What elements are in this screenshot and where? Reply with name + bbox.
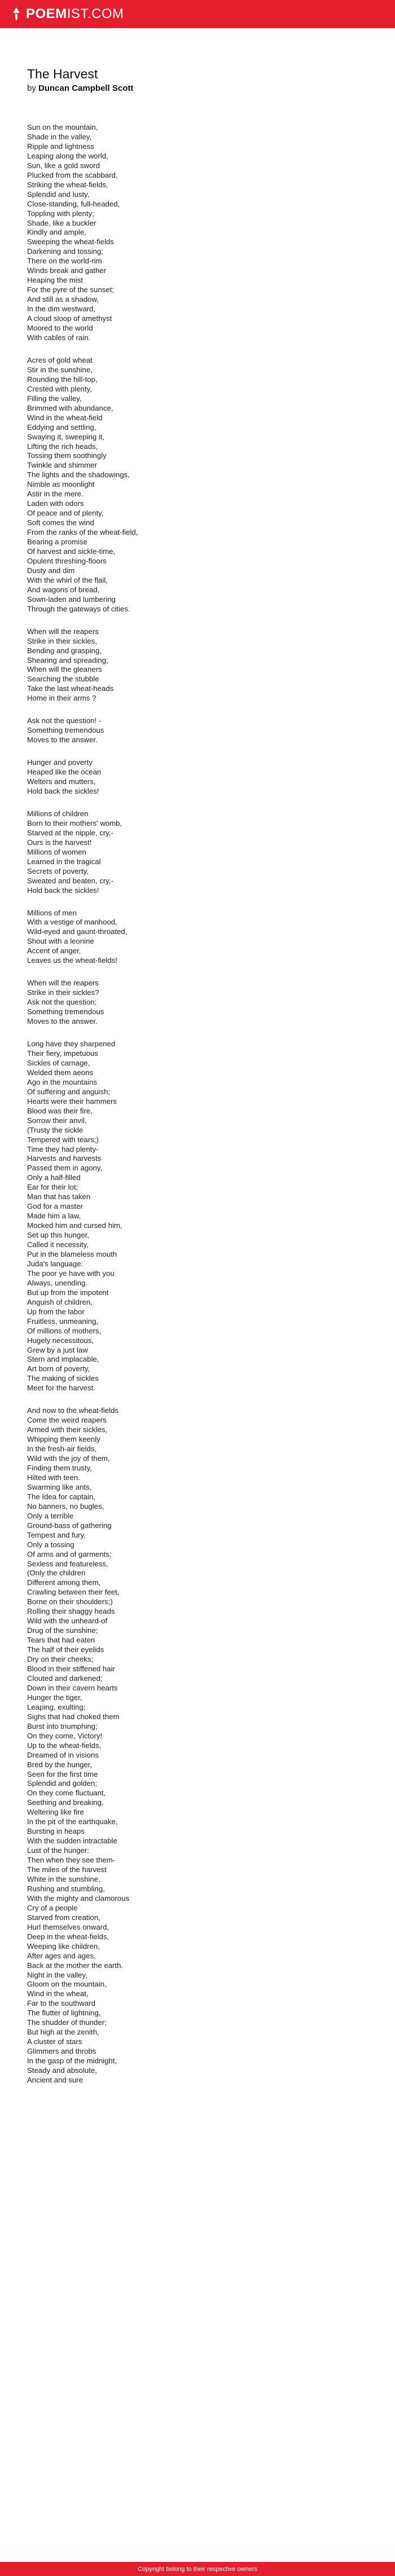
poem-line: Shout with a leonine [27, 937, 94, 946]
poem-line: Hugely necessitous, [27, 1336, 94, 1345]
poem-stanza [27, 716, 366, 745]
poem-line: Striking the wheat-fields, [27, 180, 108, 189]
poem-line: Lifting the rich heads, [27, 442, 98, 451]
site-logo-light: IST.COM [67, 6, 124, 21]
poem-line: Secrets of poverty, [27, 866, 89, 875]
pen-nib-icon [11, 6, 21, 22]
poem-line: Grew by a just law [27, 1345, 88, 1354]
poem-line: Called it necessity, [27, 1240, 89, 1249]
poem-title: The Harvest [27, 67, 98, 81]
poem-line: Close-standing, full-headed, [27, 199, 120, 208]
poem-line: Hold back the sickles! [27, 787, 99, 795]
site-footer [0, 2562, 395, 2576]
poem-line: Steady and absolute, [27, 2066, 97, 2075]
poem-line: Harvests and harvests [27, 1154, 102, 1163]
poem-line: The shudder of thunder; [27, 2018, 107, 2027]
poem-line: Soft comes the wind [27, 518, 94, 527]
poem-line: Heaped like the ocean [27, 768, 102, 777]
poem-line: Dry on their cheeks; [27, 1655, 94, 1664]
poem-line: Millions of women [27, 847, 86, 856]
poem-line: Starved at the nipple, cry,- [27, 828, 113, 837]
poem-line: Searching the stubble [27, 675, 99, 684]
poem-line: On they come, Victory! [27, 1731, 103, 1740]
poem-line: Down in their cavern hearts [27, 1683, 118, 1692]
poem-line: Hunger the tiger, [27, 1693, 82, 1702]
poem-line: Seen for the first time [27, 1769, 98, 1778]
poem-line: But up from the impotent [27, 1288, 109, 1297]
poem-line: With the whirl of the flail, [27, 575, 108, 584]
poem-line: Of harvest and sickle-time, [27, 547, 116, 556]
poem-line: There on the world-rim [27, 257, 102, 266]
poem-line: Sighs that had choked them [27, 1712, 120, 1721]
poem-line: Take the last wheat-heads [27, 684, 114, 693]
poem-line: Kindly and ample, [27, 228, 86, 237]
poem-line: Only a terrible [27, 1511, 74, 1520]
site-logo-text [26, 6, 124, 22]
poem-line: White in the sunshine, [27, 1874, 100, 1883]
poem-line: After ages and ages, [27, 1951, 96, 1960]
poem-line: Time they had plenty- [27, 1144, 99, 1153]
poem-line: Splendid and golden; [27, 1779, 97, 1788]
poem-line: Ask not the question! - [27, 716, 102, 725]
poem-line: Rolling their shaggy heads [27, 1607, 115, 1616]
poem-line: Astir in the mere. [27, 490, 84, 499]
poem-line: Man that has taken [27, 1192, 91, 1201]
poem-stanza [27, 1406, 366, 2085]
poem-line: The Idea for captain, [27, 1492, 95, 1501]
poem-line: Meet for the harvest. [27, 1384, 95, 1393]
poem-line: When will the reapers [27, 627, 99, 636]
poem-line: Home in their arms ? [27, 694, 96, 703]
poem-line: Leaves us the wheat-fields! [27, 956, 117, 965]
poem-stanza [27, 123, 366, 343]
poem-line: Welded them aeons [27, 1068, 94, 1077]
poem-line: For the pyre of the sunset; [27, 285, 114, 294]
poem-line: Wind in the wheat-field [27, 413, 103, 422]
poem-line: And now to the wheat-fields [27, 1406, 119, 1415]
poem-line: Hunger and poverty [27, 758, 93, 767]
poem-line: Finding them trusty, [27, 1464, 92, 1472]
poem-line: Of arms and of garments; [27, 1549, 112, 1558]
poem-line: Stern and implacable, [27, 1355, 99, 1364]
poem-line: Tempest and fury, [27, 1530, 86, 1539]
poem-line: Opulent threshing-floors [27, 556, 107, 565]
poem-line: Crawling between their feet, [27, 1588, 120, 1597]
poem-stanza [27, 758, 366, 796]
poem-line: Winds break and gather [27, 266, 107, 275]
poem-line: Bearing a promise [27, 538, 88, 547]
poem-line: Something tremendous [27, 1007, 104, 1016]
poem-stanza [27, 1040, 366, 1393]
poem-line: Night in the valley, [27, 1970, 87, 1979]
poem-line: Ago in the mountains [27, 1077, 97, 1086]
poem-line: Of suffering and anguish; [27, 1087, 111, 1096]
poem-line: In the fresh-air fields, [27, 1445, 97, 1454]
poem-line: Of millions of mothers, [27, 1326, 102, 1335]
poem-line: No banners, no bugles, [27, 1501, 104, 1511]
author-link[interactable]: Duncan Campbell Scott [38, 83, 134, 93]
poem-line: Come the weird reapers [27, 1416, 107, 1425]
poem-line: Bred by the hunger, [27, 1760, 93, 1769]
poem-line: Sorrow their anvil, [27, 1116, 87, 1125]
poem-line: Ripple and lightness [27, 142, 94, 151]
poem-stanza [27, 356, 366, 614]
poem-line: When will the reapers [27, 979, 99, 988]
poem-line: Stir in the sunshine, [27, 365, 93, 374]
poem-line: Sexless and featureless, [27, 1559, 108, 1568]
poem-line: Through the gateways of cities. [27, 604, 130, 613]
poem-line: Shade, like a buckler [27, 218, 96, 227]
poem-line: Leaping, exulting; [27, 1702, 86, 1711]
poem-body [27, 123, 366, 2085]
poem-line: Blood in their stiffened hair [27, 1665, 115, 1674]
poem-line: Borne on their shoulders;) [27, 1597, 113, 1606]
poem-line: Swaying it, sweeping it, [27, 432, 105, 441]
poem-line: Accent of anger, [27, 946, 81, 955]
poem-line: Gloom on the mountain, [27, 1980, 107, 1989]
poem-line: Weltering like fire [27, 1808, 84, 1817]
poem-line: Weeping like children, [27, 1941, 100, 1950]
poem-line: Juda's language: [27, 1259, 84, 1268]
poem-line: Laden with odors [27, 499, 84, 508]
site-logo-bold: POEM [26, 6, 67, 21]
poem-line: Then when they see them- [27, 1856, 116, 1865]
poem-byline [27, 83, 366, 94]
poem-line: Wild with the joy of them, [27, 1454, 110, 1463]
poem-line: Moves to the answer. [27, 1017, 98, 1026]
poem-line: Filling the valley, [27, 394, 82, 403]
poem-line: Hearts were their hammers [27, 1097, 117, 1106]
poem-line: Ground-bass of gathering [27, 1521, 112, 1530]
poem-line: Fruitless, unmeaning, [27, 1316, 99, 1326]
poem-line: Hilted with teen. [27, 1473, 80, 1482]
poem-content [27, 66, 366, 2098]
poem-line: Brimmed with abundance, [27, 403, 113, 412]
poem-line: Anguish of children, [27, 1297, 93, 1306]
poem-line: Tossing them soothingly [27, 451, 107, 460]
poem-line: (Only the children [27, 1569, 86, 1578]
poem-line: Their fiery, impetuous [27, 1049, 98, 1058]
poem-line: Rounding the hill-top, [27, 375, 98, 384]
poem-line: In the gasp of the midnight, [27, 2057, 117, 2066]
poem-line: Whipping them keenly [27, 1435, 100, 1444]
site-header [0, 0, 395, 28]
poem-line: Strike in their sickles, [27, 636, 97, 645]
poem-line: Heaping the mist [27, 276, 83, 285]
poem-line: Deep in the wheat-fields, [27, 1932, 109, 1941]
poem-line: Moves to the answer. [27, 736, 98, 745]
poem-line: Twinkle and shimmer [27, 461, 97, 470]
poem-line: On they come fluctuant, [27, 1789, 106, 1798]
poem-line: Up to the wheat-fields, [27, 1741, 102, 1750]
poem-line: Far to the southward [27, 1999, 95, 2008]
poem-line: Millions of men [27, 908, 77, 917]
poem-line: Tempered with tears;) [27, 1135, 99, 1144]
poem-line: Clouted and darkened; [27, 1674, 103, 1683]
poem-line: Strike in their sickles? [27, 988, 99, 997]
poem-line: Leaping along the world, [27, 151, 108, 160]
poem-line: A cloud sloop of amethyst [27, 314, 112, 323]
poem-line: The making of sickles [27, 1374, 99, 1383]
poem-line: Lust of the hunger: [27, 1846, 89, 1855]
poem-line: Passed them in agony, [27, 1164, 103, 1173]
poem-line: And wagons of bread, [27, 585, 100, 594]
poem-line: Wild-eyed and gaunt-throated, [27, 927, 128, 936]
poem-line: Dusty and dim [27, 566, 75, 575]
poem-line: Sweeping the wheat-fields [27, 237, 114, 246]
poem-line: Sun on the mountain, [27, 123, 98, 131]
poem-line: Ours is the harvest! [27, 838, 92, 847]
poem-line: With the sudden intractable [27, 1837, 117, 1846]
poem-line: Swarming like ants, [27, 1482, 92, 1491]
poem-line: In the pit of the earthquake, [27, 1817, 118, 1826]
poem-line: In the dim westward, [27, 305, 95, 314]
poem-line: Bending and grasping, [27, 646, 102, 655]
poem-line: Darkening and tossing; [27, 247, 103, 256]
poem-line: Put in the blameless mouth [27, 1249, 117, 1258]
poem-line: Splendid and lusty, [27, 190, 90, 199]
poem-line: Sweated and beaten, cry,- [27, 876, 113, 885]
poem-line: The poor ye have with you [27, 1269, 115, 1278]
poem-stanza [27, 909, 366, 966]
poem-line: Starved from creation, [27, 1913, 100, 1922]
poem-line: Ancient and sure [27, 2076, 83, 2084]
poem-line: Hurl themselves onward, [27, 1922, 109, 1931]
poem-line: (Trusty the sickle [27, 1125, 84, 1134]
poem-line: The half of their eyelids [27, 1645, 104, 1654]
poem-line: When will the gleaners [27, 665, 102, 674]
poem-line: Up from the labor [27, 1307, 85, 1316]
poem-line: Nimble as moonlight [27, 480, 95, 489]
poem-line: Learned in the tragical [27, 857, 101, 866]
poem-line: With cables of rain. [27, 333, 91, 342]
poem-line: Art born of poverty, [27, 1364, 90, 1373]
poem-line: Always, unending. [27, 1278, 88, 1287]
poem-line: Shade in the valley, [27, 132, 92, 141]
poem-line: Set up this hunger, [27, 1231, 89, 1240]
poem-line: Wild with the unheard-of [27, 1617, 108, 1626]
poem-line: Glimmers and throbs [27, 2047, 96, 2056]
poem-line: Bursting in heaps [27, 1827, 85, 1836]
poem-stanza [27, 627, 366, 704]
poem-line: With the mighty and clamorous [27, 1894, 130, 1903]
poem-line: Of peace and of plenty, [27, 509, 104, 518]
poem-line: Millions of children [27, 809, 89, 818]
poem-line: Ask not the question; [27, 998, 97, 1007]
poem-line: Tears that had eaten [27, 1636, 95, 1645]
poem-line: Mocked him and cursed him, [27, 1221, 122, 1230]
poem-line: Only a half-filled [27, 1173, 81, 1182]
poem-line: Back at the mother the earth. [27, 1961, 124, 1970]
poem-line: The miles of the harvest [27, 1865, 107, 1874]
poem-line: Something tremendous [27, 726, 104, 735]
poem-line: Sown-laden and lumbering [27, 595, 116, 604]
poem-line: Moored to the world [27, 324, 93, 333]
site-logo[interactable] [11, 6, 124, 22]
poem-line: Dreamed of in visions [27, 1750, 99, 1759]
poem-line: But high at the zenith, [27, 2028, 99, 2037]
poem-line: Long have they sharpened [27, 1040, 116, 1049]
poem-line: Plucked from the scabbard, [27, 170, 118, 179]
poem-stanza [27, 809, 366, 896]
poem-line: The flutter of lightning, [27, 2009, 101, 2018]
poem-line: And still as a shadow, [27, 295, 99, 304]
poem-line: From the ranks of the wheat-field, [27, 528, 138, 537]
poem-line: Acres of gold wheat [27, 355, 93, 364]
poem-line: Sickles of carnage, [27, 1058, 90, 1067]
poem-line: Shearing and spreading; [27, 655, 108, 664]
byline-prefix: by [27, 83, 36, 93]
poem-line: The lights and the shadowings, [27, 470, 130, 479]
poem-line: A cluster of stars [27, 2037, 82, 2046]
poem-line: Cry of a people [27, 1903, 78, 1912]
poem-line: Different among them, [27, 1578, 101, 1587]
poem-line: Seething and breaking, [27, 1798, 104, 1807]
poem-line: Eddying and settling, [27, 422, 96, 431]
poem-line: Crested with plenty, [27, 384, 92, 393]
poem-line: Wind in the wheat, [27, 1989, 89, 1998]
poem-line: Sun, like a gold sword [27, 161, 100, 170]
poem-line: Drug of the sunshine; [27, 1626, 98, 1635]
poem-line: Burst into triumphing; [27, 1721, 98, 1730]
poem-line: Ear for their lot; [27, 1183, 78, 1192]
poem-stanza [27, 979, 366, 1027]
poem-line: Only a tossing [27, 1540, 74, 1549]
copyright-text: Copyright belong to their respective owners [138, 2565, 257, 2573]
poem-line: With a vestige of manhood, [27, 918, 117, 927]
poem-line: Blood was their fire, [27, 1106, 93, 1115]
poem-line: Armed with their sickles, [27, 1425, 108, 1434]
poem-line: Hold back the sickles! [27, 886, 99, 895]
poem-line: Rushing and stumbling, [27, 1884, 105, 1893]
poem-line: Born to their mothers' womb, [27, 818, 122, 827]
poem-line: Welters and mutters, [27, 777, 96, 786]
poem-line: God for a master [27, 1202, 83, 1211]
poem-line: Made him a law, [27, 1212, 81, 1221]
poem-line: Toppling with plenty; [27, 209, 94, 218]
